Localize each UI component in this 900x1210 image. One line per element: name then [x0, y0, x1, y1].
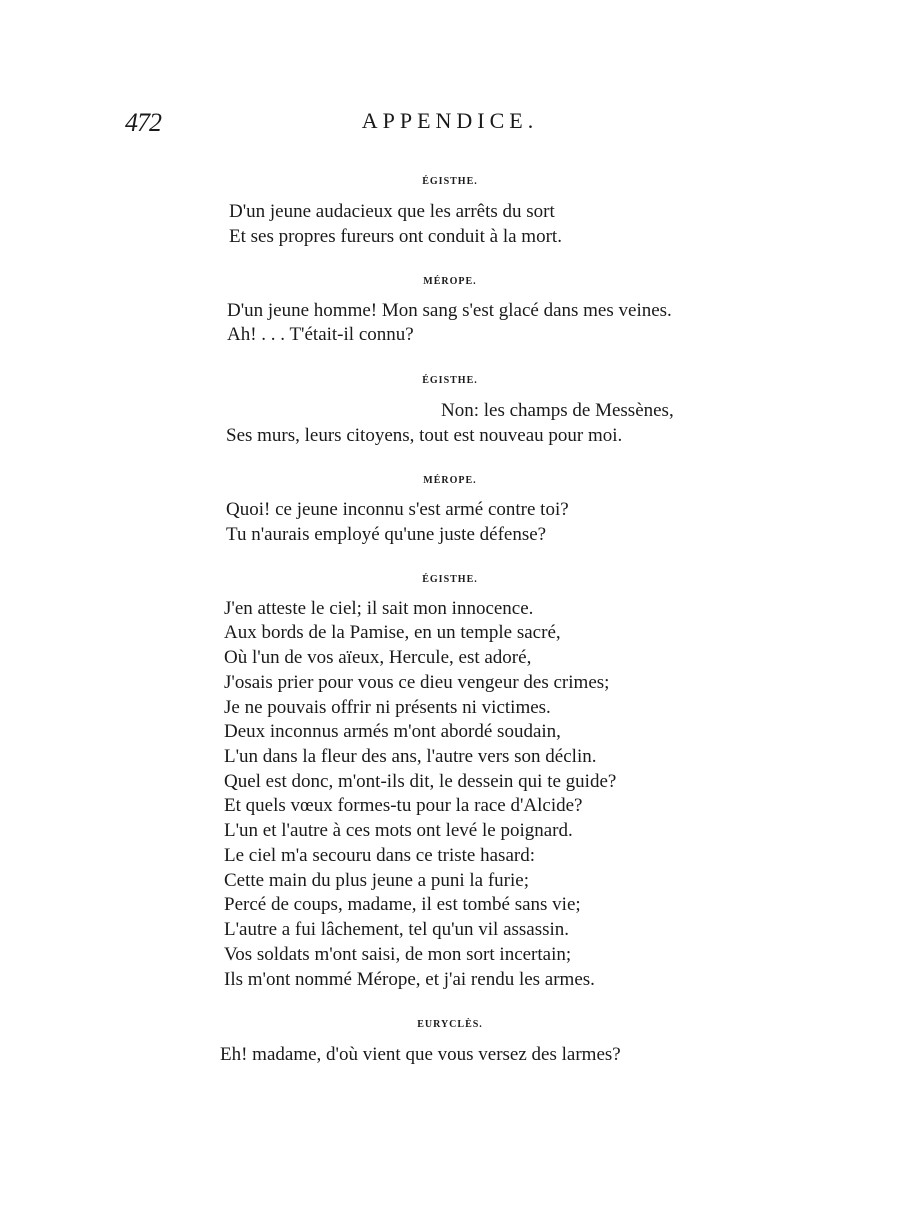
verse-line: Ses murs, leurs citoyens, tout est nouveau pour moi. [226, 425, 623, 446]
verse-line: L'un dans la fleur des ans, l'autre vers son déclin. [224, 746, 597, 767]
verse-line: Le ciel m'a secouru dans ce triste hasard: [224, 845, 535, 866]
verse-line: Quoi! ce jeune inconnu s'est armé contre toi? [226, 499, 569, 520]
verse-line: J'osais prier pour vous ce dieu vengeur des crimes; [224, 672, 610, 693]
verse-line: Non: les champs de Messènes, [441, 400, 674, 421]
speaker-name: ÉGISTHE. [422, 574, 478, 585]
verse-line: D'un jeune homme! Mon sang s'est glacé dans mes veines. [227, 300, 672, 321]
verse-line: Tu n'aurais employé qu'une juste défense? [226, 524, 547, 545]
speaker-name: MÉROPE. [423, 276, 477, 287]
speaker-name: MÉROPE. [423, 475, 477, 486]
verse-line: Ah! . . . T'était-il connu? [227, 324, 414, 345]
verse-line: Deux inconnus armés m'ont abordé soudain, [224, 721, 561, 742]
verse-line: Et ses propres fureurs ont conduit à la mort. [229, 226, 562, 247]
verse-line: Quel est donc, m'ont-ils dit, le dessein qui te guide? [224, 771, 617, 792]
speaker-name: EURYCLÈS. [417, 1019, 483, 1030]
running-title: APPENDICE. [361, 108, 539, 133]
verse-line: Et quels vœux formes-tu pour la race d'Alcide? [224, 795, 583, 816]
verse-line: Je ne pouvais offrir ni présents ni victimes. [224, 697, 551, 718]
speaker-name: ÉGISTHE. [422, 375, 478, 386]
page-number: 472 [125, 108, 161, 137]
verse-line: D'un jeune audacieux que les arrêts du sort [229, 201, 555, 222]
verse-line: Cette main du plus jeune a puni la furie; [224, 870, 529, 891]
verse-line: L'un et l'autre à ces mots ont levé le poignard. [224, 820, 573, 841]
speaker-name: ÉGISTHE. [422, 176, 478, 187]
verse-line: L'autre a fui lâchement, tel qu'un vil assassin. [224, 919, 570, 940]
verse-line: Eh! madame, d'où vient que vous versez des larmes? [220, 1044, 621, 1065]
verse-line: Vos soldats m'ont saisi, de mon sort incertain; [224, 944, 572, 965]
verse-line: Où l'un de vos aïeux, Hercule, est adoré, [224, 647, 532, 668]
verse-line: Aux bords de la Pamise, en un temple sacré, [224, 622, 561, 643]
verse-line: J'en atteste le ciel; il sait mon innocence. [224, 598, 534, 619]
verse-line: Ils m'ont nommé Mérope, et j'ai rendu les armes. [224, 969, 595, 990]
verse-line: Percé de coups, madame, il est tombé sans vie; [224, 894, 581, 915]
